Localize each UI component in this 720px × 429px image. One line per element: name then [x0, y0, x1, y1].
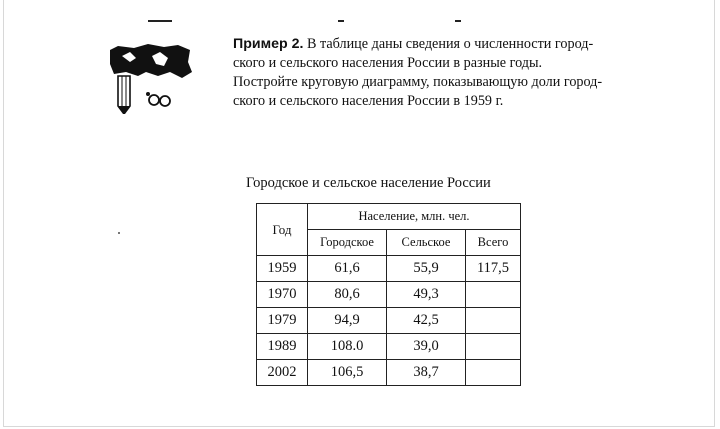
cell-rural: 49,3: [387, 282, 466, 308]
table-row: [257, 256, 521, 282]
table-row: [257, 282, 521, 308]
header-rural: Сельское: [387, 230, 466, 256]
cell-total: [466, 282, 521, 308]
cell-year: 2002: [257, 360, 308, 386]
top-scan-mark: [455, 20, 461, 22]
header-total: Всего: [466, 230, 521, 256]
cell-urban: 108.0: [308, 334, 387, 360]
example-text-line: ского и сельского населения России в разные годы.: [233, 55, 543, 71]
example-text-line: ского и сельского населения России в 1959 г.: [233, 93, 504, 109]
cell-total: [466, 360, 521, 386]
header-year: Год: [257, 204, 308, 256]
population-table: [256, 203, 521, 386]
top-scan-mark: [148, 20, 172, 22]
cell-year: 1989: [257, 334, 308, 360]
pencil-logo-icon: [108, 42, 194, 114]
cell-year: 1979: [257, 308, 308, 334]
cell-urban: 106,5: [308, 360, 387, 386]
example-text-line: Постройте круговую диаграмму, показывающую доли город-: [233, 74, 603, 90]
cell-rural: 55,9: [387, 256, 466, 282]
cell-total: [466, 308, 521, 334]
example-text: [233, 35, 663, 111]
cell-year: 1970: [257, 282, 308, 308]
cell-rural: 42,5: [387, 308, 466, 334]
example-label: Пример 2.: [233, 36, 304, 52]
cell-year: 1959: [257, 256, 308, 282]
table-title: Городское и сельское население России: [246, 175, 491, 191]
scan-speck: [118, 232, 120, 234]
cell-urban: 94,9: [308, 308, 387, 334]
cell-total: [466, 334, 521, 360]
example-text-line: В таблице даны сведения о численности город-: [303, 36, 594, 52]
cell-urban: 61,6: [308, 256, 387, 282]
cell-rural: 38,7: [387, 360, 466, 386]
cell-urban: 80,6: [308, 282, 387, 308]
cell-rural: 39,0: [387, 334, 466, 360]
header-urban: Городское: [308, 230, 387, 256]
table-row: [257, 334, 521, 360]
header-population: Население, млн. чел.: [308, 204, 521, 230]
top-scan-mark: [338, 20, 344, 22]
table-row: [257, 360, 521, 386]
cell-total: 117,5: [466, 256, 521, 282]
table-row: [257, 308, 521, 334]
